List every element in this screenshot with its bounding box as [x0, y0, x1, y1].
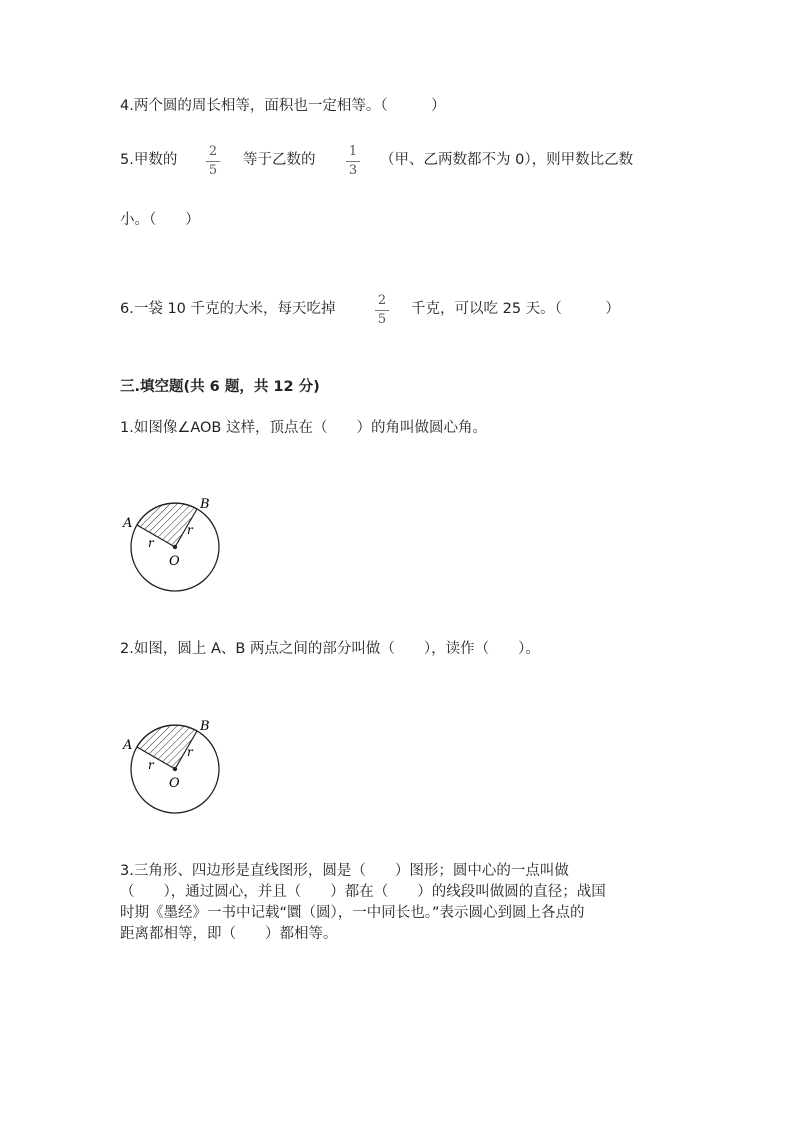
fraction-numerator: 2 [377, 293, 387, 308]
fraction-denominator: 5 [208, 163, 218, 178]
label-O: O [169, 776, 180, 791]
question-5-prefix: 5.甲数的 [120, 152, 178, 168]
label-A: A [123, 516, 133, 531]
label-r-left: r [148, 536, 154, 550]
fraction-bar [375, 310, 389, 311]
question-4: 4.两个圆的周长相等，面积也一定相等。（ ） [120, 98, 446, 114]
circle-sector-figure-2 [118, 714, 228, 819]
section-3-title: 三.填空题(共 6 题，共 12 分) [120, 379, 320, 395]
label-B: B [200, 497, 210, 512]
circle-sector-figure-1 [118, 492, 228, 597]
question-5-fraction-1 [206, 144, 220, 179]
label-r-right: r [187, 745, 193, 759]
center-point [173, 767, 177, 771]
question-6-fraction [375, 293, 389, 328]
label-r-right: r [187, 523, 193, 537]
question-6-prefix: 6.一袋 10 千克的大米，每天吃掉 [120, 301, 336, 317]
label-r-left: r [148, 758, 154, 772]
fraction-bar [206, 161, 220, 162]
question-5-middle: 等于乙数的 [243, 152, 316, 168]
fill-question-2: 2.如图，圆上 A、B 两点之间的部分叫做（ ），读作（ ）。 [120, 641, 540, 657]
question-5-suffix: （甲、乙两数都不为 0），则甲数比乙数 [380, 152, 634, 168]
fraction-bar [346, 161, 360, 162]
fraction-numerator: 2 [208, 144, 218, 159]
question-5-line-2: 小。（ ） [120, 212, 200, 228]
label-A: A [123, 738, 133, 753]
fraction-numerator: 1 [348, 144, 358, 159]
fill-question-3-line-2: （ ），通过圆心，并且（ ）都在（ ）的线段叫做圆的直径；战国 [120, 884, 606, 900]
fraction-denominator: 3 [348, 163, 358, 178]
label-B: B [200, 719, 210, 734]
question-6-suffix: 千克，可以吃 25 天。（ ） [411, 301, 620, 317]
question-5-fraction-2 [346, 144, 360, 179]
fill-question-3-line-1: 3.三角形、四边形是直线图形，圆是（ ）图形；圆中心的一点叫做 [120, 863, 569, 879]
fraction-denominator: 5 [377, 312, 387, 327]
fill-question-3-line-4: 距离都相等，即（ ）都相等。 [120, 926, 338, 942]
center-point [173, 545, 177, 549]
fill-question-1: 1.如图像∠AOB 这样，顶点在（ ）的角叫做圆心角。 [120, 420, 487, 436]
label-O: O [169, 554, 180, 569]
fill-question-3-line-3: 时期《墨经》一书中记载“圜（圆），一中同长也。”表示圆心到圆上各点的 [120, 905, 585, 921]
